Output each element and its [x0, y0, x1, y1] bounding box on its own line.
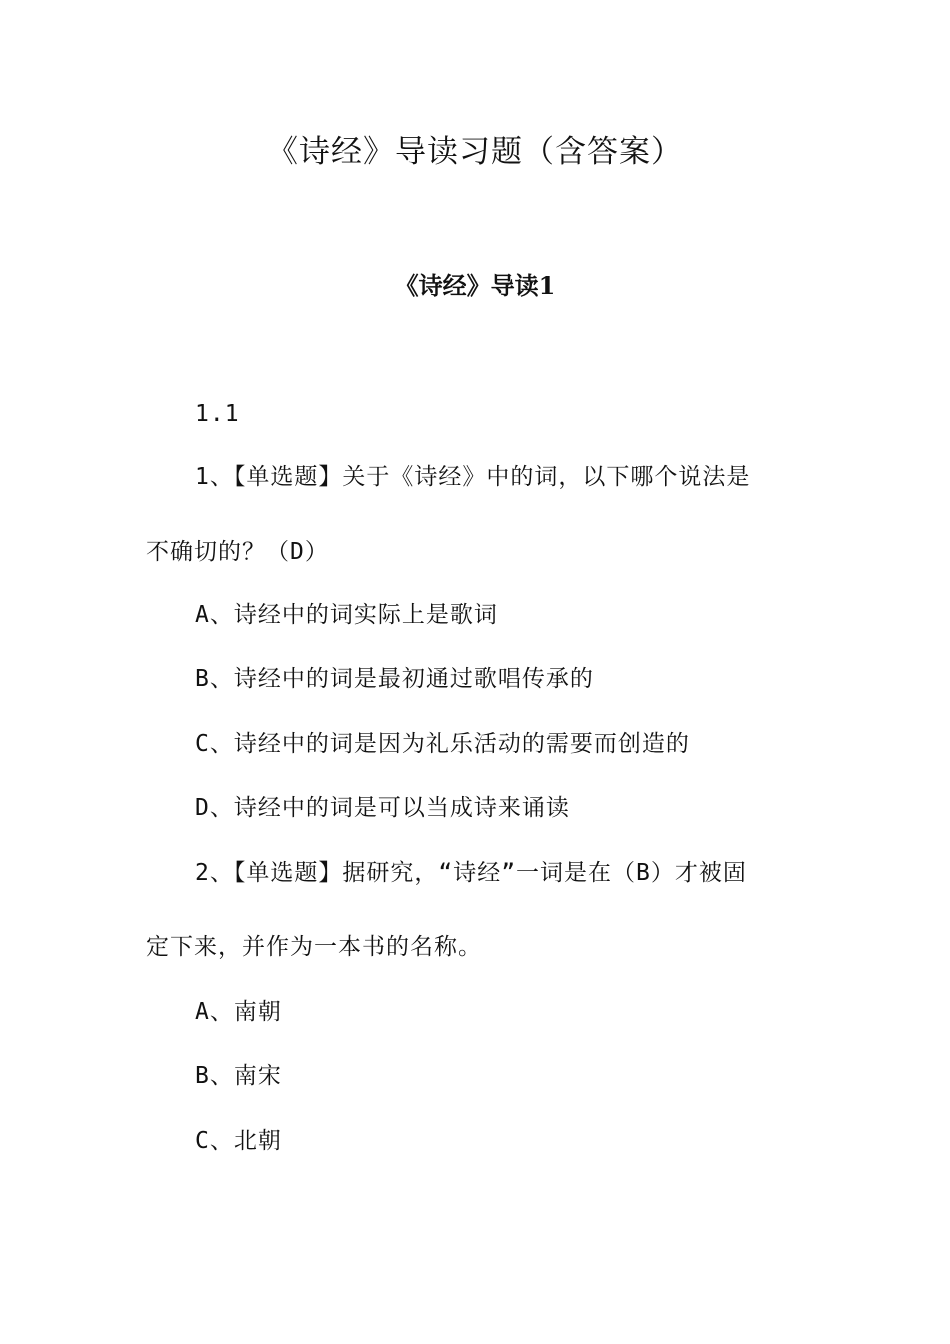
question-1-option-a: A、诗经中的词实际上是歌词: [195, 602, 498, 628]
question-1-option-b: B、诗经中的词是最初通过歌唱传承的: [195, 666, 594, 692]
question-2-option-c: C、北朝: [195, 1128, 282, 1154]
question-1-option-c: C、诗经中的词是因为礼乐活动的需要而创造的: [195, 731, 690, 757]
document-title: 《诗经》导读习题（含答案）: [267, 134, 683, 170]
question-2-option-b: B、南宋: [195, 1063, 282, 1089]
subsection-number: 1.1: [195, 401, 240, 427]
question-1-stem-continued: 不确切的？（D）: [146, 539, 329, 565]
section-title: 《诗经》导读1: [394, 271, 556, 300]
question-2-stem: 2、【单选题】据研究，“诗经”一词是在（B）才被固: [195, 860, 747, 886]
question-2-option-a: A、南朝: [195, 999, 282, 1025]
question-2-stem-continued: 定下来，并作为一本书的名称。: [146, 934, 482, 960]
question-1-stem: 1、【单选题】关于《诗经》中的词，以下哪个说法是: [195, 464, 751, 490]
question-1-option-d: D、诗经中的词是可以当成诗来诵读: [195, 795, 570, 821]
